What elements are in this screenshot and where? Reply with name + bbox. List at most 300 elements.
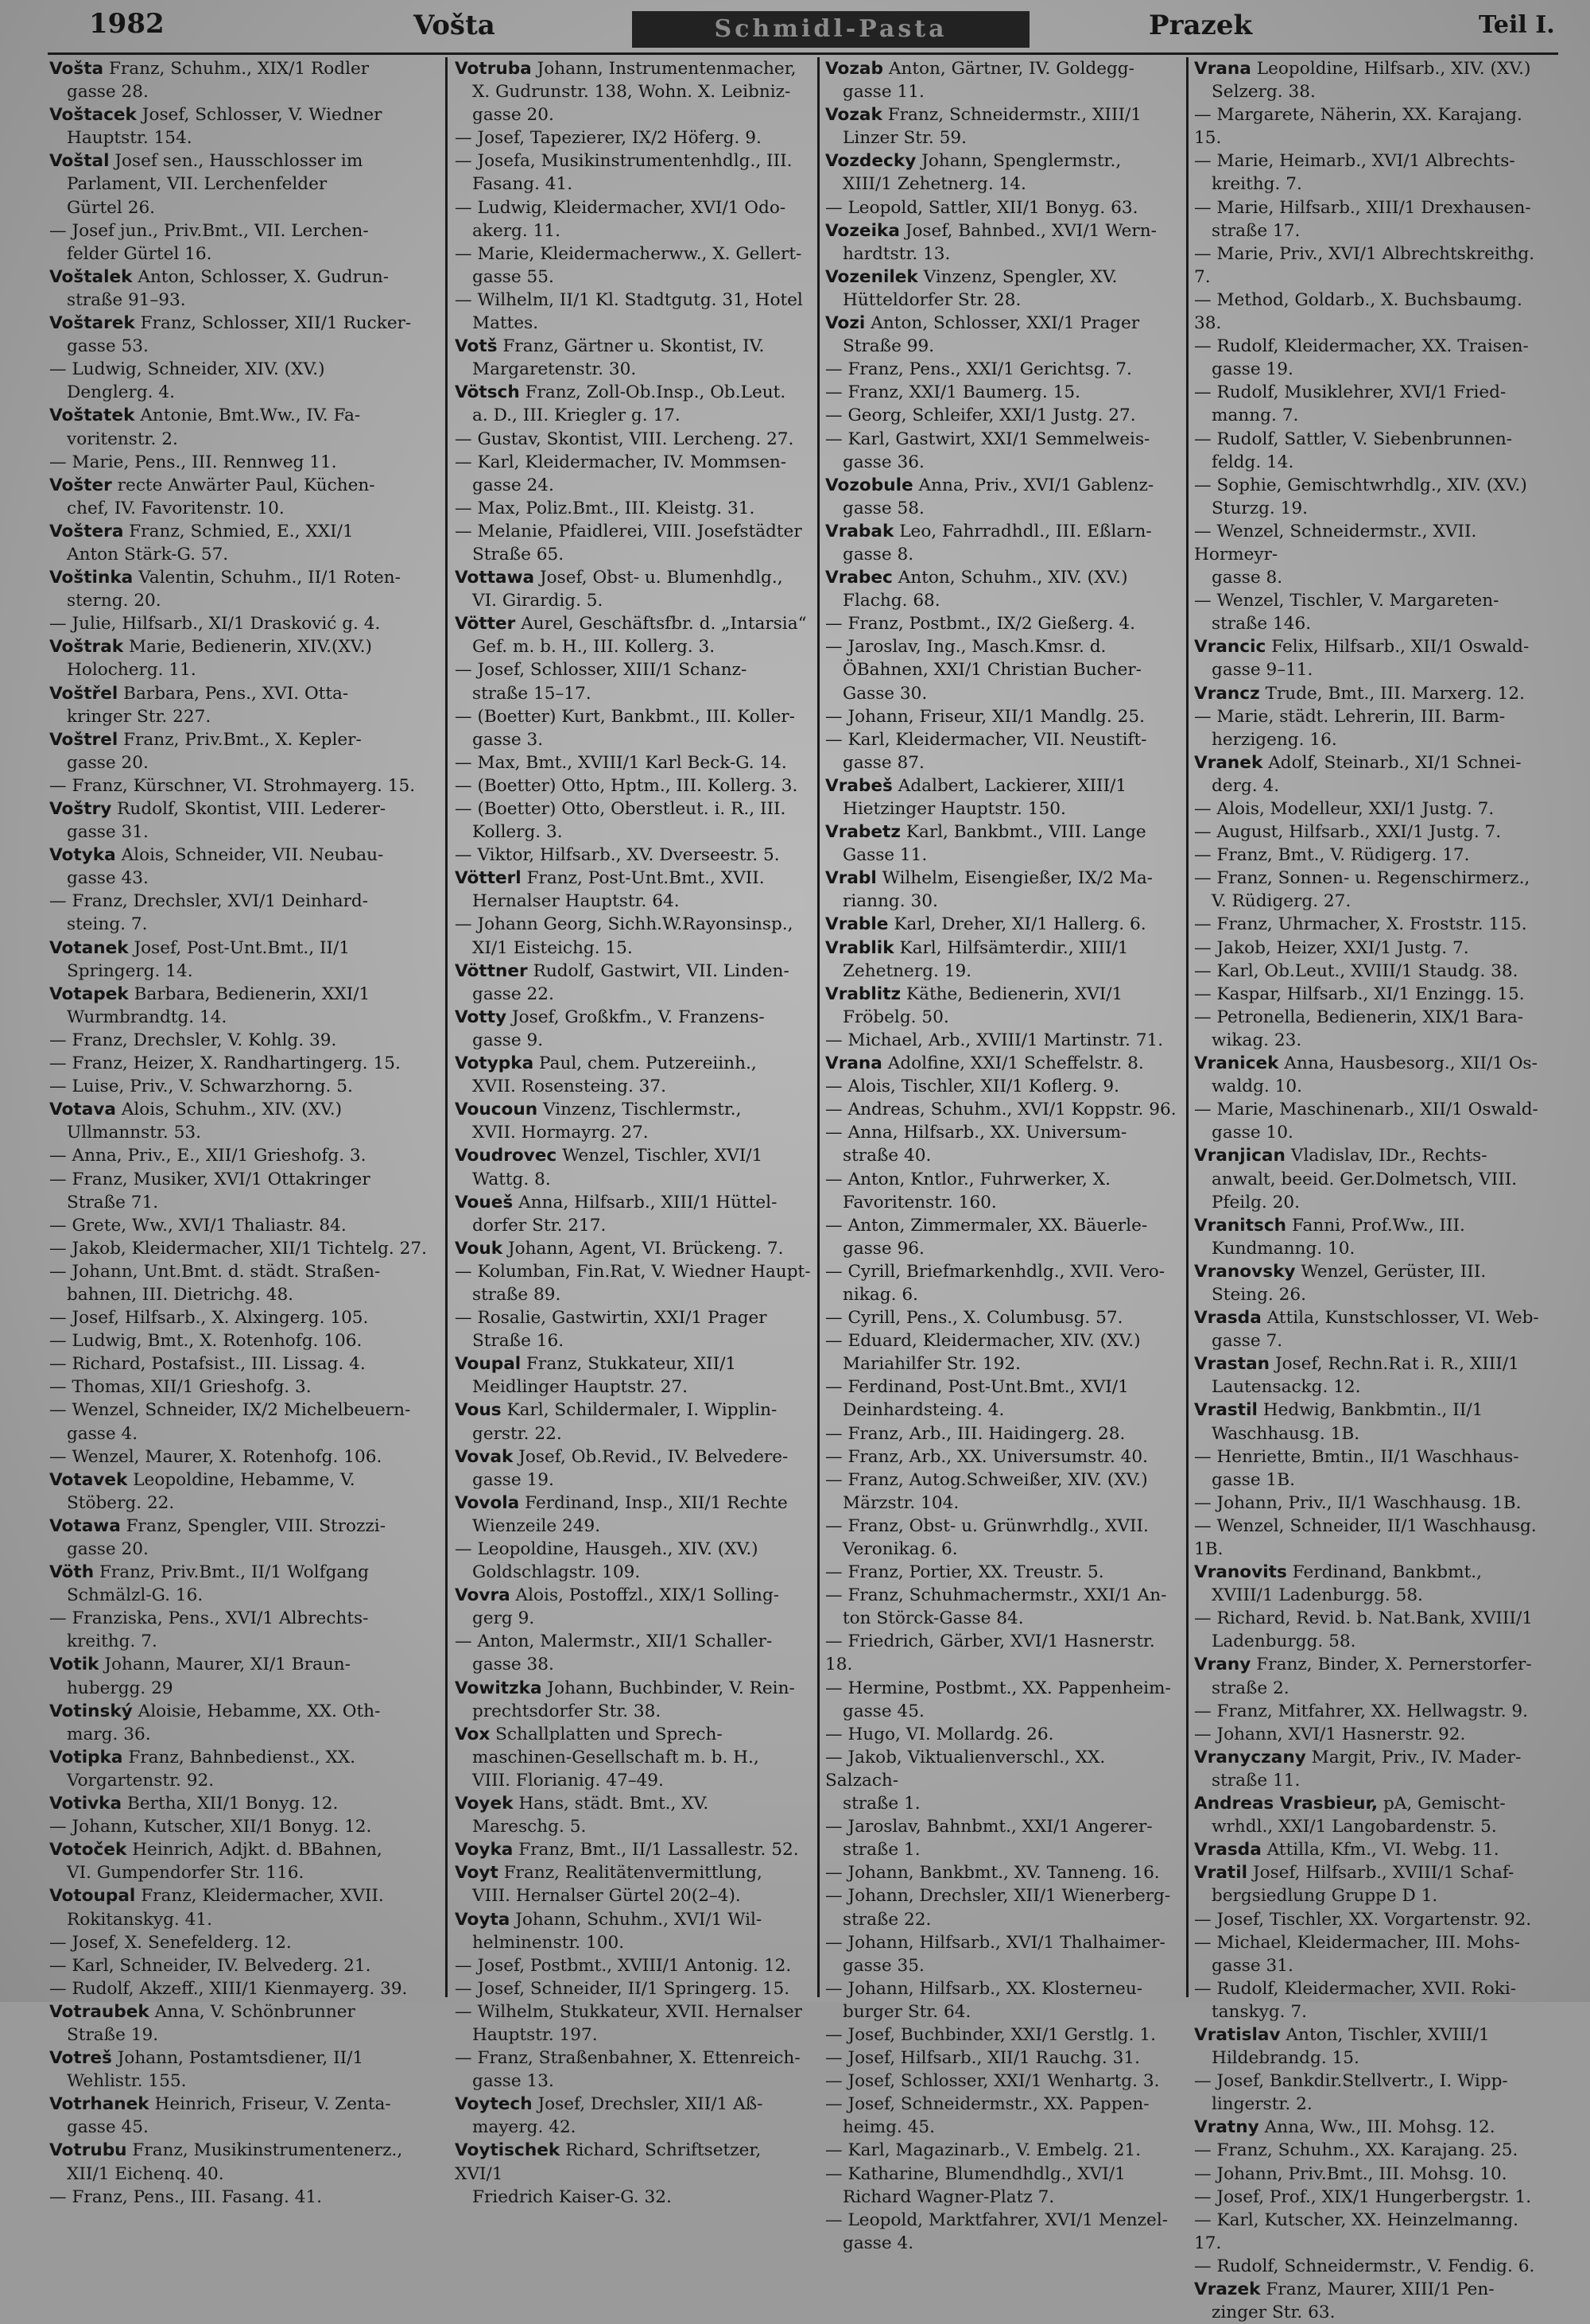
directory-entry	[825, 1329, 1181, 1375]
repeat-dash: —	[455, 1308, 478, 1329]
entry-text: Rudolf, Kleidermacher, XX. Traisen-	[1216, 336, 1529, 357]
entry-surname: Vošta	[49, 59, 104, 79]
entry-continuation: Deinhardsteing. 4.	[843, 1400, 1005, 1421]
entry-surname: Voupal	[455, 1354, 522, 1375]
entry-continuation: gasse 28.	[67, 82, 149, 103]
repeat-dash: —	[1194, 845, 1217, 866]
directory-entry	[825, 219, 1181, 266]
entry-text: Karl, Kleidermacher, IV. Mommsen-	[477, 452, 787, 472]
entry-continuation: gasse 4.	[67, 1423, 138, 1444]
directory-entry	[455, 242, 812, 289]
entry-text: Leopold, Marktfahrer, XVI/1 Menzel-	[847, 2210, 1169, 2230]
directory-entry	[1194, 1144, 1549, 1213]
entry-continuation: XIII/1 Zehetnerg. 14.	[843, 174, 1026, 195]
entry-continuation: straße 1.	[843, 1794, 921, 1814]
directory-entry	[1194, 1006, 1549, 1052]
entry-text: Valentin, Schuhm., II/1 Roten-	[138, 568, 401, 588]
entry-surname: Vrancic	[1194, 637, 1266, 658]
entry-text: Adolf, Steinarb., XI/1 Schnei-	[1268, 752, 1522, 773]
directory-entry	[1194, 589, 1549, 635]
entry-surname: Vrabeš	[825, 775, 893, 796]
entry-surname: Vrabl	[825, 868, 877, 889]
entry-text: Franz, Pens., XXI/1 Gerichtsg. 7.	[847, 359, 1132, 380]
entry-surname: Vrasda	[1194, 1308, 1262, 1329]
entry-continuation: Hütteldorfer Str. 28.	[843, 289, 1022, 310]
directory-entry	[49, 1214, 440, 1237]
entry-continuation: gasse 53.	[67, 336, 149, 357]
directory-entry	[49, 2186, 440, 2209]
entry-surname: Votoček	[49, 1840, 127, 1860]
entry-surname: Voštřel	[49, 683, 118, 704]
entry-text: Johann, Schuhm., XVI/1 Wil-	[515, 1909, 762, 1930]
entry-text: Alois, Schuhm., XIV. (XV.)	[121, 1100, 343, 1120]
entry-continuation: derg. 4.	[1212, 775, 1280, 796]
entry-continuation: Gasse 30.	[843, 683, 928, 704]
directory-entry	[1194, 2139, 1549, 2162]
directory-entry	[455, 960, 812, 1006]
entry-text: Marie, städt. Lehrerin, III. Barm-	[1216, 706, 1506, 727]
entry-continuation: gasse 31.	[67, 822, 149, 843]
directory-entry	[49, 844, 440, 890]
directory-entry	[455, 381, 812, 427]
directory-entry	[49, 1260, 440, 1306]
entry-text: Johann, XVI/1 Hasnerstr. 92.	[1216, 1724, 1466, 1744]
entry-text: Franz, Arb., XX. Universumstr. 40.	[847, 1446, 1149, 1467]
entry-surname: Votik	[49, 1655, 99, 1675]
directory-entry	[49, 2139, 440, 2185]
entry-continuation: straße 91–93.	[67, 289, 186, 310]
entry-continuation: helminenstr. 100.	[472, 1932, 625, 1953]
entry-continuation: Favoritenstr. 160.	[843, 1192, 997, 1212]
entry-continuation: Wienzeile 249.	[472, 1515, 601, 1536]
directory-entry	[825, 1584, 1181, 1630]
entry-text: Wenzel, Tischler, XVI/1	[562, 1146, 763, 1166]
entry-surname: Vox	[455, 1724, 491, 1744]
entry-text: Hugo, VI. Mollardg. 26.	[847, 1724, 1054, 1744]
directory-entry	[455, 1052, 812, 1098]
directory-entry	[455, 451, 812, 497]
entry-text: Wenzel, Schneidermstr., XVII. Hormeyr-	[1194, 521, 1477, 565]
entry-continuation: gasse 24.	[472, 475, 554, 495]
directory-entry	[1194, 196, 1549, 242]
repeat-dash: —	[825, 382, 848, 403]
entry-text: Franz, Autog.Schweißer, XIV. (XV.)	[847, 1469, 1148, 1490]
entry-surname: Vozdecky	[825, 151, 917, 172]
repeat-dash: —	[825, 1515, 848, 1536]
entry-text: Franz, Mitfahrer, XX. Hellwagstr. 9.	[1216, 1701, 1529, 1721]
entry-text: Luise, Priv., V. Schwarzhorng. 5.	[72, 1077, 353, 1097]
directory-entry	[825, 1375, 1181, 1422]
entry-text: Wenzel, Tischler, V. Margareten-	[1216, 591, 1499, 611]
repeat-dash: —	[825, 2048, 848, 2069]
entry-text: Josef, Drechsler, XII/1 Aß-	[537, 2094, 763, 2115]
entry-continuation: gasse 20.	[67, 752, 149, 773]
entry-text: Ferdinand, Insp., XII/1 Rechte	[525, 1492, 788, 1513]
repeat-dash: —	[49, 2186, 72, 2207]
directory-entry	[1194, 1260, 1549, 1306]
directory-entry	[1194, 682, 1549, 705]
entry-text: Johann, Drechsler, XII/1 Wienerberg-	[847, 1886, 1171, 1907]
entry-text: Alois, Modelleur, XXI/1 Justg. 7.	[1216, 799, 1495, 819]
entry-continuation: gasse 45.	[843, 1701, 925, 1721]
entry-surname: Vranovsky	[1194, 1261, 1296, 1282]
repeat-dash: —	[1194, 937, 1217, 958]
directory-entry	[825, 1445, 1181, 1469]
entry-text: Rudolf, Kleidermacher, XVII. Roki-	[1216, 1978, 1517, 1999]
repeat-dash: —	[455, 2048, 478, 2069]
entry-text: Johann, Spenglermstr.,	[921, 151, 1122, 172]
entry-surname: Vranyczany	[1194, 1747, 1306, 1767]
repeat-dash: —	[49, 1955, 72, 1976]
directory-entry	[49, 266, 440, 312]
entry-text: Josef, Rechn.Rat i. R., XIII/1	[1274, 1354, 1519, 1375]
repeat-dash: —	[825, 1215, 848, 1236]
entry-text: Leopoldine, Hilfsarb., XIV. (XV.)	[1256, 59, 1531, 79]
entry-text: Franz, Postbmt., IX/2 Gießerg. 4.	[847, 614, 1136, 634]
directory-entry	[825, 2070, 1181, 2093]
entry-text: Felix, Hilfsarb., XII/1 Oswald-	[1271, 637, 1530, 658]
entry-text: Alois, Postoffzl., XIX/1 Solling-	[515, 1585, 780, 1606]
entry-surname: Vöth	[49, 1562, 95, 1583]
entry-surname: Vovra	[455, 1585, 510, 1606]
repeat-dash: —	[825, 2094, 848, 2115]
entry-text: Josef, Hilfsarb., XVIII/1 Schaf-	[1252, 1863, 1514, 1884]
directory-entry	[1194, 2070, 1549, 2116]
entry-continuation: VIII. Hernalser Gürtel 20(2–4).	[472, 1886, 741, 1907]
repeat-dash: —	[825, 1863, 848, 1884]
entry-continuation: gasse 96.	[843, 1238, 925, 1259]
entry-text: Franz, Sonnen- u. Regenschirmerz.,	[1216, 868, 1530, 889]
entry-text: Josef, Ob.Revid., IV. Belvedere-	[518, 1446, 789, 1467]
entry-continuation: Selzerg. 38.	[1212, 82, 1316, 103]
entry-surname: Vrable	[825, 914, 889, 935]
entry-continuation: straße 89.	[472, 1284, 561, 1305]
directory-entry	[49, 566, 440, 612]
entry-text: Franz, Kürschner, VI. Strohmayerg. 15.	[72, 775, 416, 796]
entry-text: Michael, Arb., XVIII/1 Martinstr. 71.	[847, 1030, 1164, 1050]
entry-continuation: gasse 8.	[843, 544, 914, 565]
entry-text: Karl, Kleidermacher, VII. Neustift-	[847, 729, 1147, 750]
entry-surname: Voštarek	[49, 313, 135, 334]
entry-text: Aurel, Geschäftsfbr. d. „Intarsia“	[521, 614, 807, 634]
directory-entry	[1194, 335, 1549, 381]
repeat-dash: —	[1194, 822, 1217, 843]
directory-column-1	[49, 57, 440, 2207]
repeat-dash: —	[1194, 2256, 1217, 2276]
entry-text: Ludwig, Bmt., X. Rotenhofg. 106.	[72, 1331, 363, 1352]
entry-text: Barbara, Bedienerin, XXI/1	[134, 984, 370, 1004]
directory-entry	[49, 1515, 440, 1561]
entry-text: Marie, Pens., III. Rennweg 11.	[72, 452, 337, 472]
entry-text: Alois, Schneider, VII. Neubau-	[121, 845, 384, 866]
entry-text: Wenzel, Schneider, II/1 Waschhausg. 1B.	[1194, 1515, 1537, 1559]
entry-text: Franz, Schmied, E., XXI/1	[129, 521, 354, 541]
entry-text: Anna, Priv., XVI/1 Gablenz-	[918, 475, 1154, 495]
directory-entry	[1194, 520, 1549, 589]
entry-text: Gustav, Skontist, VIII. Lercheng. 27.	[477, 429, 794, 449]
entry-surname: Vozab	[825, 59, 883, 79]
directory-entry	[825, 2047, 1181, 2070]
entry-continuation: tanskyg. 7.	[1212, 2001, 1307, 2022]
directory-entry	[825, 1469, 1181, 1515]
repeat-dash: —	[455, 498, 478, 518]
directory-entry	[1194, 937, 1549, 960]
directory-entry	[49, 937, 440, 983]
directory-entry	[1194, 1977, 1549, 2023]
repeat-dash: —	[1194, 2071, 1217, 2092]
entry-continuation: straße 15–17.	[472, 683, 591, 704]
column-divider	[817, 57, 820, 1997]
repeat-dash: —	[1194, 960, 1217, 981]
entry-continuation: Fasang. 41.	[472, 174, 573, 195]
directory-entry	[49, 1977, 440, 2000]
repeat-dash: —	[49, 891, 72, 912]
entry-surname: Voštalek	[49, 266, 133, 287]
directory-entry	[455, 612, 812, 658]
entry-continuation: VI. Girardig. 5.	[472, 591, 603, 611]
entry-surname: Votawa	[49, 1515, 121, 1536]
directory-entry	[455, 196, 812, 242]
directory-entry	[1194, 751, 1549, 797]
entry-text: Rudolf, Akzeff., XIII/1 Kienmayerg. 39.	[72, 1978, 408, 1999]
entry-continuation: Richard Wagner-Platz 7.	[843, 2186, 1055, 2207]
entry-continuation: Märzstr. 104.	[843, 1492, 960, 1513]
entry-text: Marie, Maschinenarb., XII/1 Oswald-	[1216, 1100, 1538, 1120]
entry-text: Wenzel, Schneider, IX/2 Michelbeuern-	[72, 1400, 411, 1421]
entry-text: Attilla, Kfm., VI. Webg. 11.	[1266, 1840, 1499, 1860]
repeat-dash: —	[825, 2071, 848, 2092]
directory-entry	[455, 705, 812, 751]
repeat-dash: —	[455, 429, 478, 449]
entry-text: Wilhelm, II/1 Kl. Stadtgutg. 31, Hotel	[477, 289, 803, 310]
repeat-dash: —	[1194, 1701, 1217, 1721]
directory-entry	[825, 1931, 1181, 1977]
entry-text: Franz, Portier, XX. Treustr. 5.	[847, 1562, 1104, 1583]
directory-entry	[455, 1098, 812, 1144]
directory-entry	[1194, 289, 1549, 335]
entry-continuation: Denglerg. 4.	[67, 382, 175, 403]
entry-text: Hermine, Postbmt., XX. Pappenheim-	[847, 1678, 1171, 1698]
directory-entry	[825, 983, 1181, 1029]
entry-text: Adalbert, Lackierer, XIII/1	[898, 775, 1127, 796]
directory-entry	[825, 1168, 1181, 1214]
repeat-dash: —	[455, 243, 478, 264]
directory-entry	[49, 1931, 440, 1954]
entry-surname: Votš	[455, 336, 498, 357]
directory-entry	[49, 1815, 440, 1838]
entry-text: Anna, Hilfsarb., XX. Universum-	[847, 1123, 1127, 1143]
entry-text: Richard, Postafsist., III. Lissag. 4.	[72, 1354, 366, 1375]
entry-text: Richard, Schriftsetzer, XVI/1	[455, 2140, 762, 2184]
repeat-dash: —	[825, 1978, 848, 1999]
entry-text: Josef, Postbmt., XVIII/1 Antonig. 12.	[477, 1955, 792, 1976]
directory-entry	[825, 1098, 1181, 1121]
directory-entry	[825, 2163, 1181, 2209]
repeat-dash: —	[49, 1932, 72, 1953]
directory-entry	[1194, 474, 1549, 520]
directory-entry	[49, 635, 440, 681]
directory-entry	[49, 358, 440, 404]
repeat-dash: —	[825, 2163, 848, 2184]
entry-continuation: straße 17.	[1212, 220, 1301, 241]
directory-entry	[49, 1029, 440, 1052]
entry-text: Karl, Magazinarb., V. Embelg. 21.	[847, 2140, 1142, 2161]
entry-text: Josef, Hilfsarb., XII/1 Rauchg. 31.	[847, 2048, 1141, 2069]
entry-surname: Vranovits	[1194, 1562, 1287, 1583]
directory-entry	[825, 428, 1181, 474]
repeat-dash: —	[825, 359, 848, 380]
entry-continuation: gasse 4.	[843, 2233, 914, 2253]
directory-entry	[455, 1908, 812, 1954]
entry-text: pA, Gemischt-	[1383, 1794, 1506, 1814]
entry-text: Attila, Kunstschlosser, VI. Web-	[1266, 1308, 1539, 1329]
entry-text: Jaroslav, Bahnbmt., XXI/1 Angerer-	[847, 1817, 1153, 1837]
directory-entry	[49, 1399, 440, 1445]
entry-text: Franz, Schuhmachermstr., XXI/1 An-	[847, 1585, 1167, 1606]
directory-entry	[825, 2093, 1181, 2139]
entry-surname: Vrablitz	[825, 984, 902, 1004]
repeat-dash: —	[825, 1585, 848, 1606]
directory-entry	[49, 57, 440, 103]
entry-continuation: Goldschlagstr. 109.	[472, 1562, 641, 1583]
entry-text: Barbara, Pens., XVI. Otta-	[123, 683, 349, 704]
directory-entry	[1194, 1561, 1549, 1607]
entry-text: Franz, Gärtner u. Skontist, IV.	[502, 336, 765, 357]
entry-text: Anton, Tischler, XVIII/1	[1286, 2024, 1490, 2045]
repeat-dash: —	[825, 706, 848, 727]
entry-text: Rudolf, Schneidermstr., V. Fendig. 6.	[1216, 2256, 1535, 2276]
entry-text: Johann, Buchbinder, V. Rein-	[547, 1678, 795, 1698]
entry-surname: Votanek	[49, 937, 129, 958]
entry-text: Franz, Bmt., II/1 Lassallestr. 52.	[518, 1840, 799, 1860]
entry-continuation: XVII. Hormayrg. 27.	[472, 1123, 649, 1143]
entry-text: Josef, Tischler, XX. Vorgartenstr. 92.	[1216, 1909, 1532, 1930]
entry-text: Franz, Bmt., V. Rüdigerg. 17.	[1216, 845, 1470, 866]
entry-text: Fanni, Prof.Ww., III.	[1291, 1215, 1465, 1236]
directory-entry	[455, 149, 812, 196]
repeat-dash: —	[1194, 1978, 1217, 1999]
repeat-dash: —	[1194, 2163, 1217, 2184]
entry-text: Adolfine, XXI/1 Scheffelstr. 8.	[887, 1053, 1144, 1074]
entry-continuation: straße 40.	[843, 1146, 932, 1166]
repeat-dash: —	[49, 452, 72, 472]
repeat-dash: —	[1194, 591, 1217, 611]
directory-entry	[455, 1977, 812, 2000]
entry-continuation: a. D., III. Kriegler g. 17.	[472, 405, 681, 426]
directory-entry	[455, 1677, 812, 1723]
entry-continuation: gasse 20.	[472, 105, 554, 126]
entry-continuation: Mattes.	[472, 313, 539, 334]
directory-entry	[455, 289, 812, 335]
entry-continuation: nikag. 6.	[843, 1284, 918, 1305]
directory-entry	[455, 2093, 812, 2139]
entry-text: Margit, Priv., IV. Mader-	[1311, 1747, 1522, 1767]
entry-continuation: Rokitanskyg. 41.	[67, 1909, 212, 1930]
entry-text: Jaroslav, Ing., Masch.Kmsr. d.	[847, 637, 1107, 658]
entry-text: Josef, Prof., XIX/1 Hungerbergstr. 1.	[1216, 2186, 1532, 2207]
entry-continuation: gasse 11.	[843, 82, 925, 103]
directory-entry	[1194, 1653, 1549, 1699]
repeat-dash: —	[455, 128, 478, 149]
entry-text: Hedwig, Bankbmtin., II/1	[1262, 1400, 1483, 1421]
directory-entry	[825, 1306, 1181, 1329]
repeat-dash: —	[1194, 336, 1217, 357]
directory-entry	[455, 428, 812, 451]
directory-entry	[825, 1561, 1181, 1584]
entry-text: Katharine, Blumendhdlg., XVI/1	[847, 2163, 1126, 2184]
entry-continuation: Hietzinger Hauptstr. 150.	[843, 799, 1066, 819]
directory-entry	[455, 1538, 812, 1584]
directory-entry	[455, 1954, 812, 1977]
repeat-dash: —	[1194, 151, 1217, 172]
entry-continuation: gasse 87.	[843, 752, 925, 773]
entry-continuation: chef, IV. Favoritenstr. 10.	[67, 498, 285, 518]
entry-text: Cyrill, Pens., X. Columbusg. 57.	[847, 1308, 1123, 1329]
entry-continuation: ÖBahnen, XXI/1 Christian Bucher-	[843, 660, 1142, 681]
entry-continuation: Ullmannstr. 53.	[67, 1123, 201, 1143]
entry-text: Johann, Instrumentenmacher,	[537, 59, 797, 79]
entry-text: Anton, Zimmermaler, XX. Bäuerle-	[847, 1215, 1148, 1236]
directory-entry	[1194, 1352, 1549, 1399]
entry-text: Ludwig, Kleidermacher, XVI/1 Odo-	[477, 197, 786, 218]
entry-continuation: gasse 43.	[67, 868, 149, 889]
entry-surname: Vrablik	[825, 937, 894, 958]
entry-continuation: gasse 7.	[1212, 1331, 1283, 1352]
repeat-dash: —	[825, 1724, 848, 1744]
repeat-dash: —	[1194, 1007, 1217, 1027]
entry-continuation: anwalt, beeid. Ger.Dolmetsch, VIII.	[1212, 1169, 1518, 1189]
directory-entry	[1194, 2209, 1549, 2255]
directory-entry	[1194, 960, 1549, 983]
entry-continuation: gasse 22.	[472, 984, 554, 1004]
entry-text: Andreas, Schuhm., XVI/1 Koppstr. 96.	[847, 1100, 1177, 1120]
directory-entry	[49, 1792, 440, 1815]
directory-entry	[1194, 1492, 1549, 1515]
directory-entry	[455, 1144, 812, 1190]
entry-text: Franz, Realitätenvermittlung,	[503, 1863, 762, 1884]
entry-surname: Vötter	[455, 614, 516, 634]
entry-text: Franz, Spengler, VIII. Strozzi-	[126, 1515, 386, 1536]
entry-surname: Vrana	[1194, 59, 1251, 79]
entry-text: Friedrich, Gärber, XVI/1 Hasnerstr. 18.	[825, 1631, 1155, 1675]
entry-continuation: lingerstr. 2.	[1212, 2094, 1313, 2115]
entry-surname: Vozobule	[825, 475, 913, 495]
entry-surname: Vötsch	[455, 382, 520, 403]
directory-entry	[825, 1861, 1181, 1884]
entry-text: Josef, Schlosser, XXI/1 Wenhartg. 3.	[847, 2071, 1160, 2092]
repeat-dash: —	[49, 1817, 72, 1837]
directory-entry	[1194, 2023, 1549, 2070]
directory-entry	[1194, 867, 1549, 913]
directory-entry	[825, 520, 1181, 566]
directory-entry	[1194, 57, 1549, 103]
entry-surname: Voštera	[49, 521, 124, 541]
entry-continuation: Vorgartenstr. 92.	[67, 1770, 215, 1791]
repeat-dash: —	[825, 1747, 848, 1767]
repeat-dash: —	[49, 614, 72, 634]
entry-text: Johann, Unt.Bmt. d. städt. Straßen-	[72, 1261, 381, 1282]
repeat-dash: —	[825, 1631, 848, 1652]
repeat-dash: —	[455, 799, 478, 819]
entry-text: Franz, Schuhm., XX. Karajang. 25.	[1216, 2140, 1518, 2161]
directory-entry	[825, 312, 1181, 358]
directory-entry	[825, 1884, 1181, 1930]
directory-entry	[825, 1677, 1181, 1723]
entry-surname: Voštacek	[49, 105, 137, 126]
entry-text: Franz, Zoll-Ob.Insp., Ob.Leut.	[525, 382, 786, 403]
entry-surname: Vozi	[825, 313, 866, 334]
entry-text: (Boetter) Otto, Hptm., III. Kollerg. 3.	[477, 775, 798, 796]
